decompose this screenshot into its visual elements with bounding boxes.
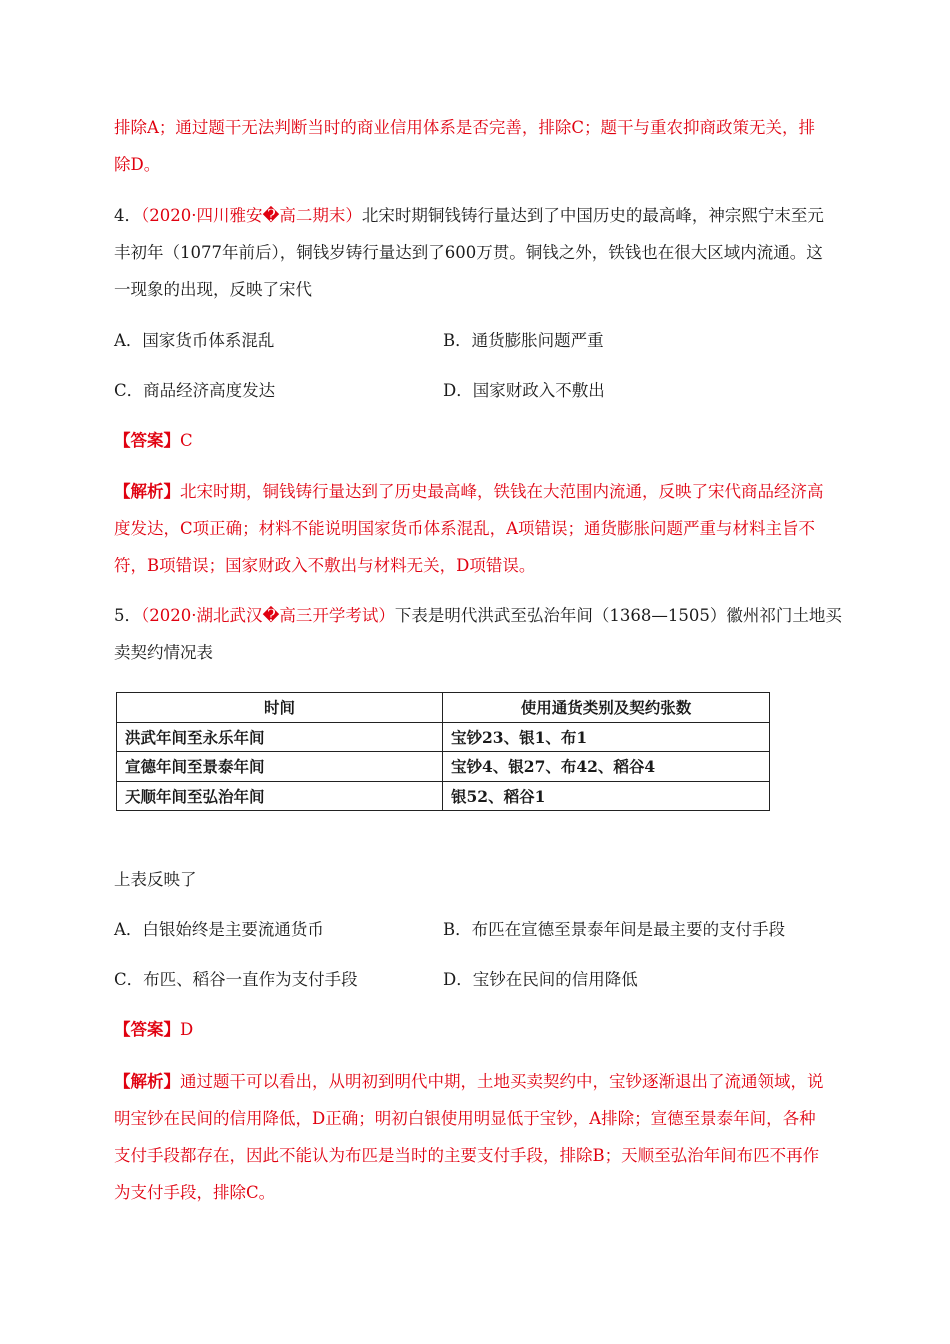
q4-source: （2020·四川雅安�高二期末） xyxy=(141,206,362,225)
q5-stem-text-1: 下表是明代洪武至弘治年间（1368—1505）徽州祁门土地买 xyxy=(394,606,842,625)
q4-option-d: D．国家财政入不敷出 xyxy=(443,381,605,400)
q5-number: 5． xyxy=(114,606,141,625)
q5-source: （2020·湖北武汉�高三开学考试） xyxy=(141,606,395,625)
q4-option-b: B．通货膨胀问题严重 xyxy=(443,331,604,350)
table-header-cell: 使用通货类别及契约张数 xyxy=(443,693,770,723)
q4-analysis-line-2: 度发达，C项正确；材料不能说明国家货币体系混乱，A项错误；通货膨胀问题严重与材料主旨不 xyxy=(114,519,816,538)
table-cell: 宝钞23、银1、布1 xyxy=(443,722,770,752)
q4-analysis-text-1: 北宋时期，铜钱铸行量达到了历史最高峰，铁钱在大范围内流通，反映了宋代商品经济高 xyxy=(180,482,824,501)
q5-stem-line-1 xyxy=(114,605,842,627)
q4-analysis-line-3: 符，B项错误；国家财政入不敷出与材料无关，D项错误。 xyxy=(114,556,536,575)
table-row xyxy=(117,722,770,752)
table-header-cell: 时间 xyxy=(117,693,443,723)
q5-answer xyxy=(114,1019,193,1041)
q4-answer-value: C xyxy=(180,431,193,450)
table-header-row xyxy=(117,693,770,723)
q4-stem-line-1 xyxy=(114,205,824,227)
table-cell: 天顺年间至弘治年间 xyxy=(117,781,443,811)
q5-answer-value: D xyxy=(180,1020,194,1039)
table-cell: 宣德年间至景泰年间 xyxy=(117,752,443,782)
q4-answer xyxy=(114,430,193,452)
q4-option-c: C．商品经济高度发达 xyxy=(114,381,276,400)
prev-analysis-line-1: 排除A；通过题干无法判断当时的商业信用体系是否完善，排除C；题干与重农抑商政策无关，排 xyxy=(114,118,816,137)
q4-analysis-tag: 【解析】 xyxy=(114,482,180,501)
q5-stem-line-3: 上表反映了 xyxy=(114,870,197,889)
q4-stem-line-2: 丰初年（1077年前后），铜钱岁铸行量达到了600万贯。铜钱之外，铁钱也在很大区域内流通。这 xyxy=(114,243,823,262)
q5-analysis-line-4: 为支付手段，排除C。 xyxy=(114,1183,276,1202)
q4-option-a: A．国家货币体系混乱 xyxy=(114,331,275,350)
q5-analysis-text-1: 通过题干可以看出，从明初到明代中期，土地买卖契约中，宝钞逐渐退出了流通领域，说 xyxy=(180,1072,824,1091)
q5-analysis-tag: 【解析】 xyxy=(114,1072,180,1091)
q4-analysis-line-1 xyxy=(114,481,824,503)
q5-analysis-line-3: 支付手段都存在，因此不能认为布匹是当时的主要支付手段，排除B；天顺至弘治年间布匹不再作 xyxy=(114,1146,820,1165)
q4-answer-tag: 【答案】 xyxy=(114,431,180,450)
q5-stem-line-2: 卖契约情况表 xyxy=(114,643,213,662)
q5-answer-tag: 【答案】 xyxy=(114,1020,180,1039)
table-cell: 银52、稻谷1 xyxy=(443,781,770,811)
q5-option-b: B．布匹在宣德至景泰年间是最主要的支付手段 xyxy=(443,920,786,939)
table-cell: 宝钞4、银27、布42、稻谷4 xyxy=(443,752,770,782)
q5-analysis-line-1 xyxy=(114,1071,824,1093)
contract-table xyxy=(116,692,770,811)
prev-analysis-line-2: 除D。 xyxy=(114,155,161,174)
table-row xyxy=(117,781,770,811)
q5-option-c: C．布匹、稻谷一直作为支付手段 xyxy=(114,970,358,989)
q5-option-a: A．白银始终是主要流通货币 xyxy=(114,920,324,939)
q4-stem-text-1: 北宋时期铜钱铸行量达到了中国历史的最高峰，神宗熙宁末至元 xyxy=(361,206,824,225)
q4-number: 4． xyxy=(114,206,141,225)
table-row xyxy=(117,752,770,782)
q4-stem-line-3: 一现象的出现，反映了宋代 xyxy=(114,280,312,299)
q5-analysis-line-2: 明宝钞在民间的信用降低，D正确；明初白银使用明显低于宝钞，A排除；宣德至景泰年间，各种 xyxy=(114,1109,816,1128)
q5-option-d: D．宝钞在民间的信用降低 xyxy=(443,970,638,989)
table-cell: 洪武年间至永乐年间 xyxy=(117,722,443,752)
